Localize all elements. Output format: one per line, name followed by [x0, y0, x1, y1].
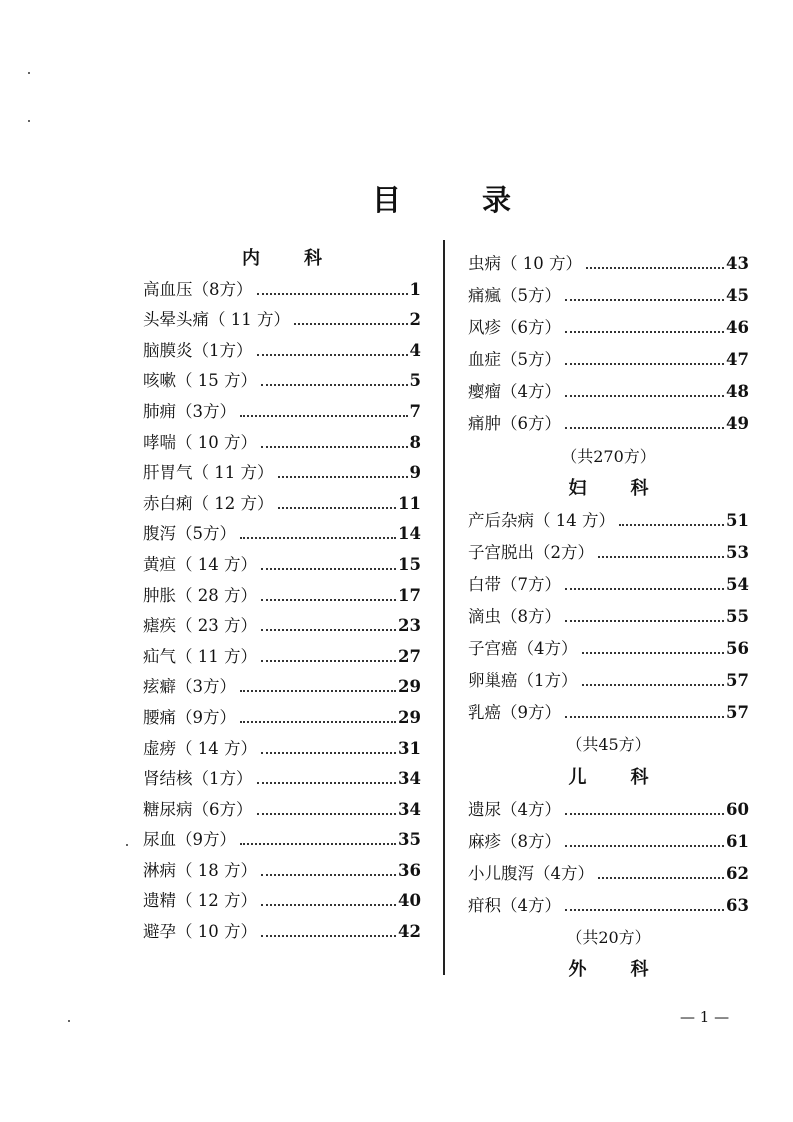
- dot-leader: [619, 524, 724, 526]
- dot-leader: [257, 293, 408, 295]
- dot-leader: [261, 904, 396, 906]
- entry-page: 23: [398, 616, 421, 636]
- entry-page: 46: [726, 318, 749, 338]
- dot-leader: [565, 395, 724, 397]
- dot-leader: [240, 415, 408, 417]
- entry-title: 头晕头痛（ 11 方）: [143, 310, 290, 330]
- entry-page: 48: [726, 382, 749, 402]
- entry-title: 遗尿（4方）: [468, 799, 561, 819]
- entry-title: 避孕（ 10 方）: [143, 922, 257, 942]
- dot-leader: [582, 684, 725, 686]
- entry-title: 黄疸（ 14 方）: [143, 554, 257, 574]
- dot-leader: [586, 267, 724, 269]
- entry-page: 35: [398, 830, 421, 850]
- entry-title: 虫病（ 10 方）: [468, 254, 582, 273]
- dot-leader: [257, 354, 408, 356]
- section-total-erke: （共20方）: [566, 927, 651, 947]
- entry-page: 15: [398, 554, 421, 574]
- heading-char: 科: [304, 248, 322, 269]
- toc-entry[interactable]: [468, 537, 749, 569]
- entry-title: 糖尿病（6方）: [143, 799, 253, 819]
- entry-page: 9: [409, 463, 421, 483]
- right-column: [468, 248, 749, 986]
- toc-entry[interactable]: [468, 665, 749, 697]
- entry-title: 滴虫（8方）: [468, 607, 561, 627]
- section-total-fuke: （共45方）: [566, 735, 651, 755]
- dot-leader: [261, 629, 396, 631]
- toc-entry[interactable]: [143, 519, 421, 550]
- entry-page: 1: [409, 279, 421, 299]
- entry-page: 61: [726, 831, 749, 851]
- toc-entry[interactable]: [468, 858, 749, 890]
- entry-title: 肾结核（1方）: [143, 769, 253, 789]
- toc-entry[interactable]: [143, 581, 421, 612]
- entry-title: 血症（5方）: [468, 350, 561, 370]
- entry-title: 赤白痢（ 12 方）: [143, 493, 274, 513]
- entry-title: 腹泻（5方）: [143, 524, 236, 544]
- entry-page: 55: [726, 607, 749, 627]
- dot-leader: [582, 652, 725, 654]
- entry-page: 62: [726, 863, 749, 883]
- entry-title: 尿血（9方）: [143, 830, 236, 850]
- toc-entry[interactable]: [143, 366, 421, 397]
- entry-title: 肝胃气（ 11 方）: [143, 463, 274, 483]
- toc-entry[interactable]: [143, 917, 421, 948]
- toc-entry[interactable]: [143, 489, 421, 520]
- toc-entry[interactable]: [143, 886, 421, 917]
- dot-leader: [565, 716, 724, 718]
- dot-leader: [565, 299, 724, 301]
- toc-entry[interactable]: [143, 611, 421, 642]
- dot-leader: [261, 874, 396, 876]
- toc-entry[interactable]: [143, 305, 421, 336]
- toc-entry[interactable]: [143, 550, 421, 581]
- toc-entry[interactable]: [468, 248, 749, 280]
- entry-page: 7: [409, 401, 421, 421]
- entry-page: 51: [726, 510, 749, 530]
- entry-page: 29: [398, 677, 421, 697]
- entry-title: 腰痛（9方）: [143, 707, 236, 727]
- toc-entry[interactable]: [468, 408, 749, 440]
- dot-leader: [240, 537, 396, 539]
- dot-leader: [261, 446, 408, 448]
- toc-entry[interactable]: [468, 826, 749, 858]
- dot-leader: [240, 721, 396, 723]
- entry-page: 57: [726, 703, 749, 723]
- toc-entry[interactable]: [143, 764, 421, 795]
- entry-title: 风疹（6方）: [468, 318, 561, 338]
- entry-title: 瘿瘤（4方）: [468, 382, 561, 402]
- toc-entry[interactable]: [143, 458, 421, 489]
- entry-title: 虚痨（ 14 方）: [143, 738, 257, 758]
- dot-leader: [261, 568, 396, 570]
- entry-title: 高血压（8方）: [143, 279, 253, 299]
- entry-page: 47: [726, 350, 749, 370]
- dot-leader: [565, 427, 724, 429]
- entry-page: 11: [398, 493, 421, 513]
- toc-entry[interactable]: [143, 703, 421, 734]
- toc-entry[interactable]: [468, 697, 749, 729]
- entry-title: 瘧疾（ 23 方）: [143, 616, 257, 636]
- entry-title: 产后杂病（ 14 方）: [468, 510, 615, 530]
- dot-leader: [257, 782, 397, 784]
- dot-leader: [294, 323, 408, 325]
- dot-leader: [257, 813, 397, 815]
- toc-entry[interactable]: [468, 312, 749, 344]
- entry-page: 60: [726, 799, 749, 819]
- dot-leader: [278, 507, 397, 509]
- toc-entry[interactable]: [143, 397, 421, 428]
- entry-page: 45: [726, 286, 749, 306]
- entry-title: 肺痈（3方）: [143, 401, 236, 421]
- page-number: — 1 —: [680, 1008, 730, 1026]
- toc-entry[interactable]: [143, 734, 421, 765]
- dot-leader: [261, 752, 396, 754]
- left-column: [143, 244, 421, 948]
- dot-leader: [261, 599, 396, 601]
- heading-char: 内: [242, 248, 260, 269]
- toc-entry[interactable]: [143, 642, 421, 673]
- entry-page: 43: [726, 254, 749, 273]
- dot-leader: [565, 620, 724, 622]
- heading-char: 妇: [568, 477, 587, 499]
- dot-leader: [565, 845, 724, 847]
- title-char: 目: [372, 183, 402, 217]
- entry-title: 咳嗽（ 15 方）: [143, 371, 257, 391]
- dot-leader: [598, 877, 724, 879]
- dot-leader: [261, 935, 396, 937]
- section-heading-erke: [468, 762, 749, 794]
- entry-title: 白带（7方）: [468, 574, 561, 594]
- entry-page: 27: [398, 646, 421, 666]
- dot-leader: [565, 331, 724, 333]
- entry-title: 麻疹（8方）: [468, 831, 561, 851]
- toc-entry[interactable]: [468, 794, 749, 826]
- entry-page: 56: [726, 639, 749, 659]
- entry-page: 4: [409, 340, 421, 360]
- section-heading-waike: [468, 954, 749, 986]
- dot-leader: [598, 556, 724, 558]
- entry-title: 脑膜炎（1方）: [143, 340, 253, 360]
- entry-title: 小儿腹泻（4方）: [468, 863, 594, 883]
- entry-page: 49: [726, 414, 749, 434]
- heading-char: 外: [568, 959, 587, 981]
- dot-leader: [261, 384, 408, 386]
- toc-entry[interactable]: [143, 672, 421, 703]
- entry-title: 淋病（ 18 方）: [143, 860, 257, 880]
- entry-page: 40: [398, 891, 421, 911]
- entry-title: 痛肿（6方）: [468, 414, 561, 434]
- title-char: 录: [482, 183, 512, 217]
- dot-leader: [261, 660, 396, 662]
- toc-entry[interactable]: [468, 344, 749, 376]
- dot-leader: [278, 476, 408, 478]
- entry-page: 5: [409, 371, 421, 391]
- entry-page: 17: [398, 585, 421, 605]
- toc-entry[interactable]: [468, 376, 749, 408]
- entry-page: 54: [726, 574, 749, 594]
- toc-entry[interactable]: [143, 336, 421, 367]
- entry-page: 29: [398, 707, 421, 727]
- dot-leader: [240, 690, 396, 692]
- dot-leader: [565, 813, 724, 815]
- toc-entry[interactable]: [143, 275, 421, 306]
- entry-page: 42: [398, 922, 421, 942]
- heading-char: 儿: [568, 766, 587, 788]
- entry-title: 卵巢癌（1方）: [468, 671, 578, 691]
- section-heading-fuke: [468, 473, 749, 505]
- entry-title: 子宫癌（4方）: [468, 639, 578, 659]
- dot-leader: [565, 588, 724, 590]
- entry-title: 痛瘋（5方）: [468, 286, 561, 306]
- entry-title: 疳积（4方）: [468, 895, 561, 915]
- entry-page: 34: [398, 769, 421, 789]
- dot-leader: [240, 843, 396, 845]
- entry-title: 疝气（ 11 方）: [143, 646, 257, 666]
- entry-page: 31: [398, 738, 421, 758]
- toc-entry[interactable]: [468, 280, 749, 312]
- toc-entry[interactable]: [143, 795, 421, 826]
- dot-leader: [565, 909, 724, 911]
- entry-title: 痃癖（3方）: [143, 677, 236, 697]
- entry-title: 乳癌（9方）: [468, 703, 561, 723]
- dot-leader: [565, 363, 724, 365]
- entry-title: 子宫脱出（2方）: [468, 542, 594, 562]
- section-heading-neike: [143, 244, 421, 275]
- section-total-neike: （共270方）: [561, 446, 656, 466]
- entry-title: 哮喘（ 10 方）: [143, 432, 257, 452]
- entry-page: 53: [726, 542, 749, 562]
- toc-entry[interactable]: [143, 856, 421, 887]
- toc-entry[interactable]: [468, 633, 749, 665]
- entry-page: 8: [409, 432, 421, 452]
- heading-char: 科: [630, 766, 649, 788]
- toc-entry[interactable]: [143, 428, 421, 459]
- entry-page: 36: [398, 860, 421, 880]
- toc-entry[interactable]: [468, 505, 749, 537]
- entry-page: 14: [398, 524, 421, 544]
- heading-char: 科: [630, 477, 649, 499]
- toc-entry[interactable]: [468, 890, 749, 922]
- toc-entry[interactable]: [468, 601, 749, 633]
- column-divider: [443, 240, 445, 975]
- entry-title: 遗精（ 12 方）: [143, 891, 257, 911]
- entry-page: 63: [726, 895, 749, 915]
- heading-char: 科: [630, 959, 649, 981]
- toc-entry[interactable]: [468, 569, 749, 601]
- entry-title: 肿胀（ 28 方）: [143, 585, 257, 605]
- entry-page: 34: [398, 799, 421, 819]
- toc-entry[interactable]: [143, 825, 421, 856]
- entry-page: 2: [409, 310, 421, 330]
- entry-page: 57: [726, 671, 749, 691]
